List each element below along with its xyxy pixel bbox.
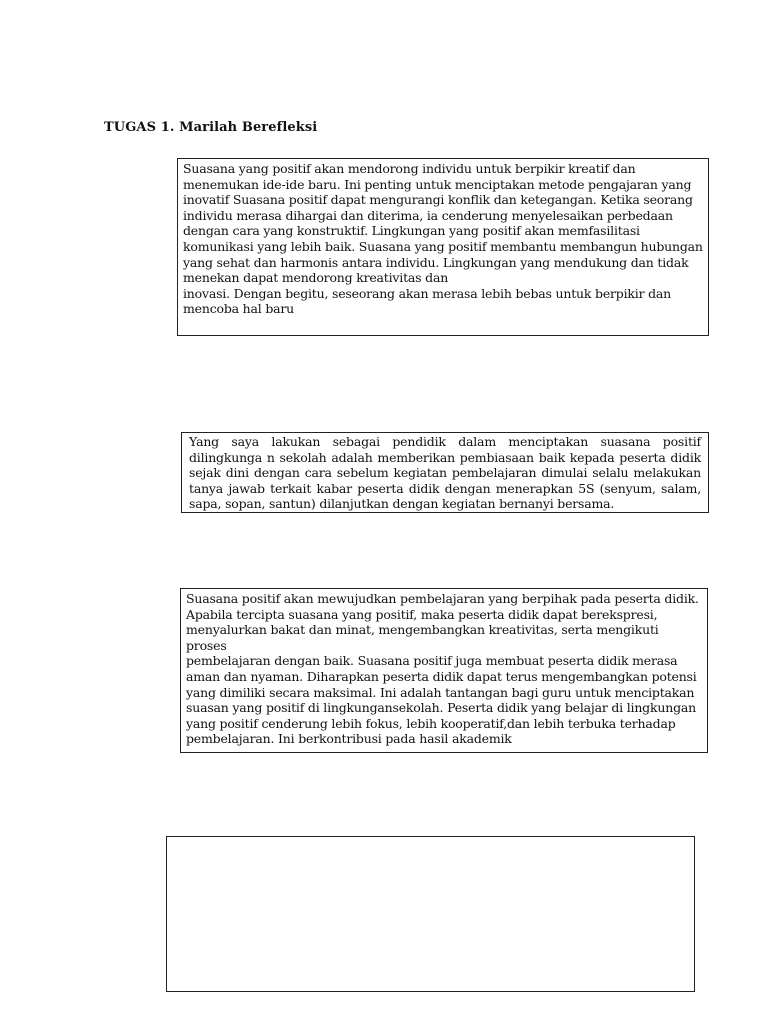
reflection-text-1: Suasana yang positif akan mendorong individu untuk berpikir kreatif dan menemukan ide-ide baru. Ini penting untuk menciptakan metode pengajaran yang inovatif Suasana positif dapat mengurangi konflik dan ketegangan. Ketika seorang individu merasa dihargai dan diterima, ia cenderung menyelesaikan perbedaan dengan cara yang konstruktif. Lingkungan yang positif akan memfasilitasi komunikasi yang lebih baik. Suasana yang positif membantu membangun hubungan yang sehat dan harmonis antara individu. Lingkungan yang mendukung dan tidak menekan dapat mendorong kreativitas dan inovasi. Dengan begitu, seseorang akan merasa lebih bebas untuk berpikir dan mencoba hal baru: [183, 161, 703, 317]
reflection-box-4-empty: [166, 836, 695, 992]
reflection-box-3: [180, 588, 708, 753]
reflection-box-2: [181, 432, 709, 513]
reflection-text-2: Yang saya lakukan sebagai pendidik dalam menciptakan suasana positif dilingkunga n sekolah adalah memberikan pembiasaan baik kepada peserta didik sejak dini dengan cara sebelum kegiatan pembelajaran dimulai selalu melakukan tanya jawab terkait kabar peserta didik dengan menerapkan 5S (senyum, salam, sapa, sopan, santun) dilanjutkan dengan kegiatan bernanyi bersama.: [189, 434, 701, 512]
page-title: TUGAS 1. Marilah Berefleksi: [104, 120, 318, 135]
reflection-box-1: [177, 158, 709, 336]
reflection-text-3: Suasana positif akan mewujudkan pembelajaran yang berpihak pada peserta didik. Apabila tercipta suasana yang positif, maka peserta didik dapat berekspresi, menyalurkan bakat dan minat, mengembangkan kreativitas, serta mengikuti proses pembelajaran dengan baik. Suasana positif juga membuat peserta didik merasa aman dan nyaman. Diharapkan peserta didik dapat terus mengembangkan potensi yang dimiliki secara maksimal. Ini adalah tantangan bagi guru untuk menciptakan suasan yang positif di lingkungansekolah. Peserta didik yang belajar di lingkungan yang positif cenderung lebih fokus, lebih kooperatif,dan lebih terbuka terhadap pembelajaran. Ini berkontribusi pada hasil akademik: [186, 591, 699, 747]
